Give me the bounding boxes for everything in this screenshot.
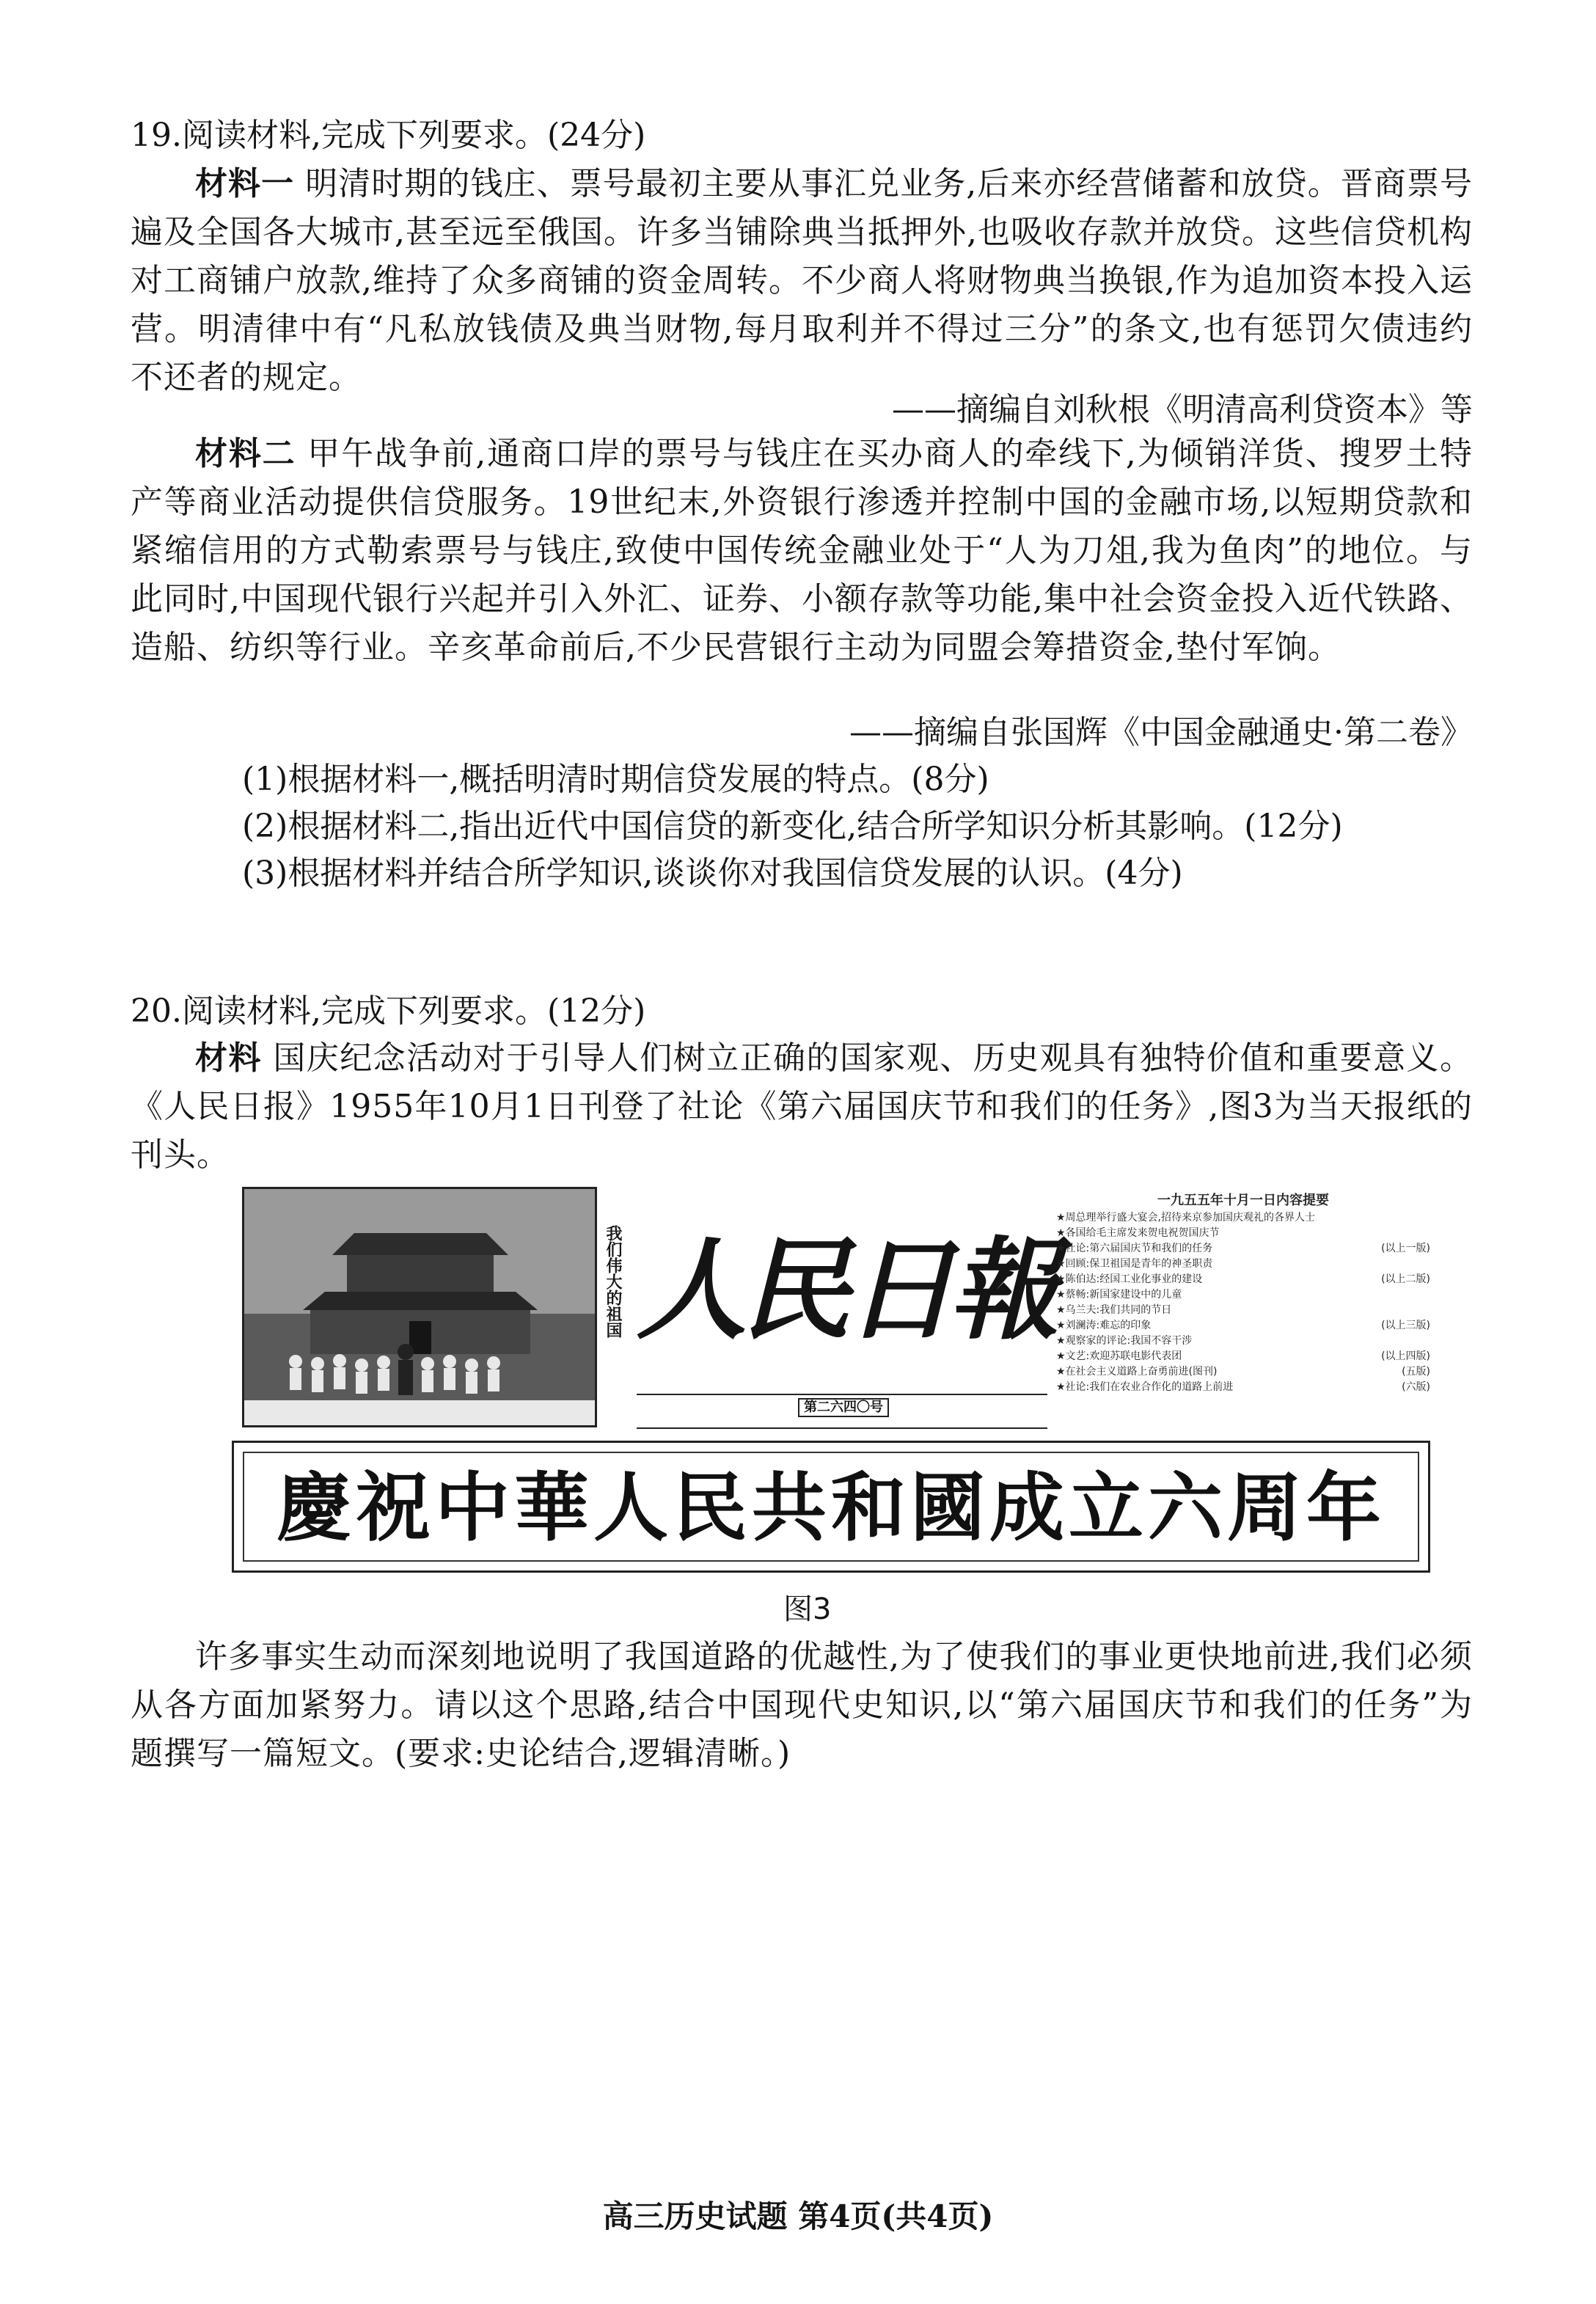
photo-vertical-caption: 我们伟大的祖国 <box>604 1225 622 1338</box>
contents-item: ★在社会主义道路上奋勇前进(图刊) (五版) <box>1056 1366 1430 1378</box>
q19-requirement-2: (2)根据材料二,指出近代中国信贷的新变化,结合所学知识分析其影响。(12分) <box>242 808 1343 845</box>
photo-caption <box>244 1400 595 1425</box>
issue-strip <box>637 1394 1047 1429</box>
q20-material-text: 国庆纪念活动对于引导人们树立正确的国家观、历史观具有独特价值和重要意义。《人民日报》1955年10月1日刊登了社论《第六届国庆节和我们的任务》,图3为当天报纸的刊头。 <box>131 1039 1473 1174</box>
contents-item: ★周总理举行盛大宴会,招待来京参加国庆观礼的各界人士 <box>1056 1212 1315 1224</box>
tiananmen-photo <box>242 1187 597 1427</box>
q19-material2-label: 材料二 <box>195 435 296 472</box>
q19-requirement-1: (1)根据材料一,概括明清时期信贷发展的特点。(8分) <box>242 761 989 798</box>
contents-item: ★蔡畅:新国家建设中的儿童 <box>1056 1289 1182 1301</box>
q19-material2-source: ——摘编自张国辉《中国金融通史·第二卷》 <box>849 714 1473 751</box>
issue-number: 第二六四〇号 <box>798 1398 889 1417</box>
q19-material1-source: ——摘编自刘秋根《明清高利贷资本》等 <box>892 391 1473 428</box>
contents-item: ★社论:我们在农业合作化的道路上前进 (六版) <box>1056 1381 1430 1393</box>
page-footer: 高三历史试题 第4页(共4页) <box>602 2198 994 2234</box>
q19-requirement-3: (3)根据材料并结合所学知识,谈谈你对我国信贷发展的认识。(4分) <box>242 855 1183 892</box>
contents-item: ★陈伯达:经国工业化事业的建设 (以上二版) <box>1056 1273 1430 1285</box>
q19-material2-text: 甲午战争前,通商口岸的票号与钱庄在买办商人的牵线下,为倾销洋货、搜罗土特产等商业活动提供信贷服务。19世纪末,外资银行渗透并控制中国的金融市场,以短期贷款和紧缩信用的方式勒索票号与钱庄,致使中国传统金融业处于“人为刀俎,我为鱼肉”的地位。与此同时,中国现代银行兴起并引入外汇、证券、小额存款等功能,集中社会资金投入近代铁路、造船、纺织等行业。辛亥革命前后,不少民营银行主动为同盟会筹措资金,垫付军饷。 <box>131 435 1473 666</box>
contents-heading: 一九五五年十月一日内容提要 <box>1157 1193 1329 1208</box>
newspaper-masthead-figure <box>242 1187 1430 1574</box>
celebration-banner <box>232 1441 1430 1573</box>
q20-title: 20.阅读材料,完成下列要求。(12分) <box>131 992 646 1030</box>
q19-material1-label: 材料一 <box>195 165 295 202</box>
contents-summary <box>1056 1191 1430 1427</box>
contents-item: ★各国给毛主席发来贺电祝贺国庆节 <box>1056 1227 1220 1239</box>
q19-title: 19.阅读材料,完成下列要求。(24分) <box>131 117 646 154</box>
contents-item: ★社论:第六届国庆节和我们的任务 (以上一版) <box>1056 1243 1430 1254</box>
newspaper-title: 人民日報 <box>637 1226 1054 1355</box>
q19-material2 <box>131 430 1473 672</box>
figure-label: 图3 <box>783 1592 832 1626</box>
celebration-banner-text: 慶祝中華人民共和國成立六周年 <box>243 1452 1419 1562</box>
q20-task <box>131 1633 1473 1778</box>
contents-item: ★刘澜涛:难忘的印象 (以上三版) <box>1056 1320 1430 1331</box>
tiananmen-photo-illustration <box>244 1189 595 1425</box>
contents-item: ★文艺:欢迎苏联电影代表团 (以上四版) <box>1056 1350 1430 1362</box>
q19-material1-text: 明清时期的钱庄、票号最初主要从事汇兑业务,后来亦经营储蓄和放贷。晋商票号遍及全国各大城市,甚至远至俄国。许多当铺除典当抵押外,也吸收存款并放贷。这些信贷机构对工商铺户放款,维持了众多商铺的资金周转。不少商人将财物典当换银,作为追加资本投入运营。明清律中有“凡私放钱债及典当财物,每月取利并不得过三分”的条文,也有惩罚欠债违约不还者的规定。 <box>131 165 1473 396</box>
contents-item: ★观察家的评论:我国不容干涉 <box>1056 1335 1193 1347</box>
q20-task-text: 许多事实生动而深刻地说明了我国道路的优越性,为了使我们的事业更快地前进,我们必须从各方面加紧努力。请以这个思路,结合中国现代史知识,以“第六届国庆节和我们的任务”为题撰写一篇短文。(要求:史论结合,逻辑清晰。) <box>131 1638 1473 1772</box>
contents-item: ★乌兰夫:我们共同的节日 <box>1056 1304 1172 1316</box>
q20-material-label: 材料 <box>195 1039 262 1077</box>
q19-material1 <box>131 160 1473 402</box>
contents-item: ★回顾:保卫祖国是青年的神圣职责 <box>1056 1258 1213 1270</box>
q20-material <box>131 1034 1473 1180</box>
